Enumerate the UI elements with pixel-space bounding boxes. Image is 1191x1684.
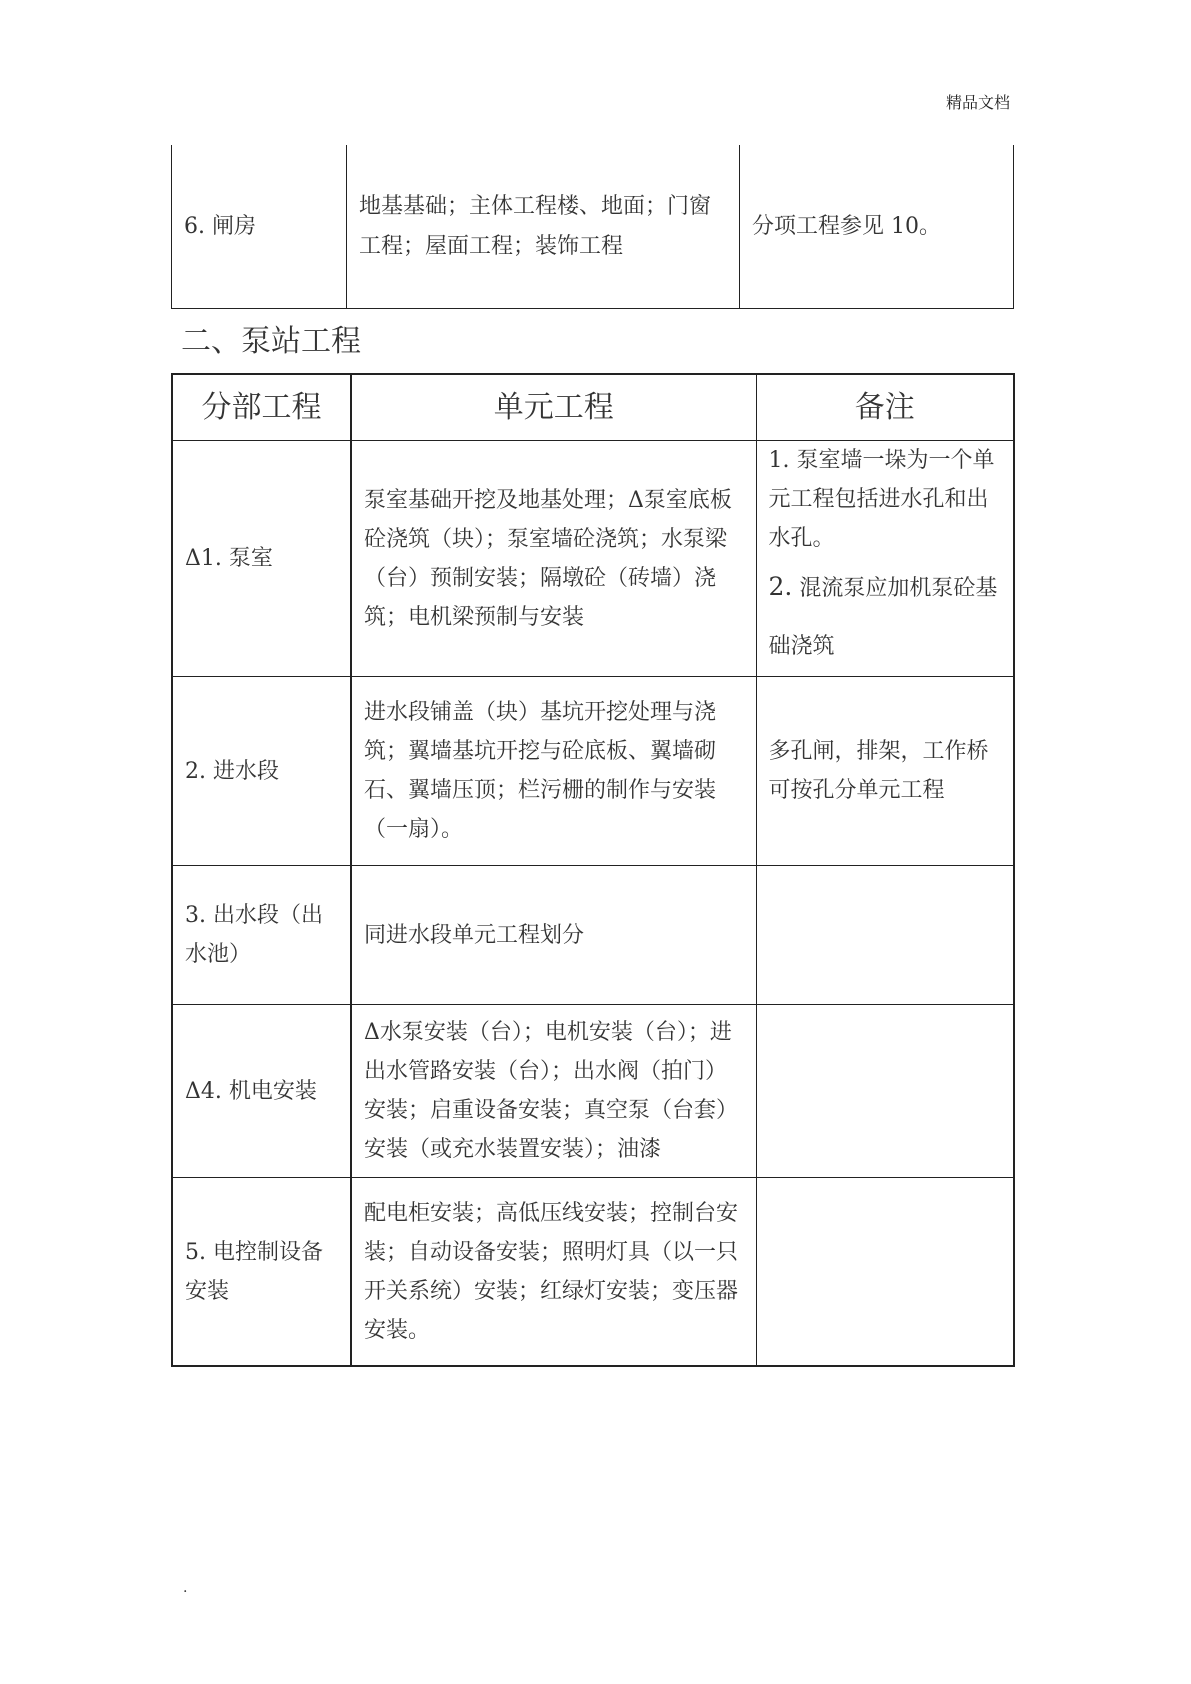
note-text: 混流泵应加机泵砼基础浇筑 <box>768 576 998 659</box>
column-header-note: 备注 <box>756 374 1014 441</box>
units-cell: 配电柜安装；高低压线安装；控制台安装；自动设备安装；照明灯具（以一只开关系统）安装；红绿灯安装；变压器安装。 <box>351 1178 756 1367</box>
note-text: 泵室墙一垛为一个单元工程包括进水孔和出水孔。 <box>768 448 995 551</box>
note-cell <box>756 1005 1014 1178</box>
note-cell: 多孔闸，排架，工作桥可按孔分单元工程 <box>756 677 1014 866</box>
units-cell: 泵室基础开挖及地基处理；Δ泵室底板砼浇筑（块）；泵室墙砼浇筑；水泵梁（台）预制安装；隔墩砼（砖墙）浇筑；电机梁预制与安装 <box>351 441 756 677</box>
column-header-units: 单元工程 <box>351 374 756 441</box>
note-item <box>769 441 1002 558</box>
table-row <box>172 1178 1014 1367</box>
part-cell: Δ4. 机电安装 <box>172 1005 351 1178</box>
note-cell <box>756 866 1014 1005</box>
units-cell: 地基基础；主体工程楼、地面；门窗工程；屋面工程；装饰工程 <box>347 145 740 309</box>
footer-dot: . <box>183 1580 188 1596</box>
note-cell: 分项工程参见 10。 <box>740 145 1014 309</box>
note-number: 1. <box>768 448 790 473</box>
table-row <box>172 1005 1014 1178</box>
table-row <box>172 145 1014 309</box>
section-title: 二、泵站工程 <box>181 324 361 359</box>
table-row <box>172 866 1014 1005</box>
part-cell: 3. 出水段（出水池） <box>172 866 351 1005</box>
part-cell: 2. 进水段 <box>172 677 351 866</box>
note-item <box>769 558 1002 676</box>
units-cell: 同进水段单元工程划分 <box>351 866 756 1005</box>
column-header-part: 分部工程 <box>172 374 351 441</box>
table-row <box>172 677 1014 866</box>
part-cell: 5. 电控制设备安装 <box>172 1178 351 1367</box>
units-cell: Δ水泵安装（台）；电机安装（台）；进出水管路安装（台）；出水阀（拍门）安装；启重设备安装；真空泵（台套）安装（或充水装置安装）；油漆 <box>351 1005 756 1178</box>
main-table <box>171 373 1015 1367</box>
top-table <box>171 145 1014 309</box>
note-number: 2. <box>768 572 793 601</box>
part-cell: Δ1. 泵室 <box>172 441 351 677</box>
units-cell: 进水段铺盖（块）基坑开挖处理与浇筑；翼墙基坑开挖与砼底板、翼墙砌石、翼墙压顶；栏污栅的制作与安装（一扇）。 <box>351 677 756 866</box>
table-row <box>172 441 1014 677</box>
part-cell: 6. 闸房 <box>172 145 347 309</box>
header-mark: 精品文档 <box>946 93 1011 112</box>
note-cell <box>756 441 1014 677</box>
note-cell <box>756 1178 1014 1367</box>
header-row <box>172 374 1014 441</box>
